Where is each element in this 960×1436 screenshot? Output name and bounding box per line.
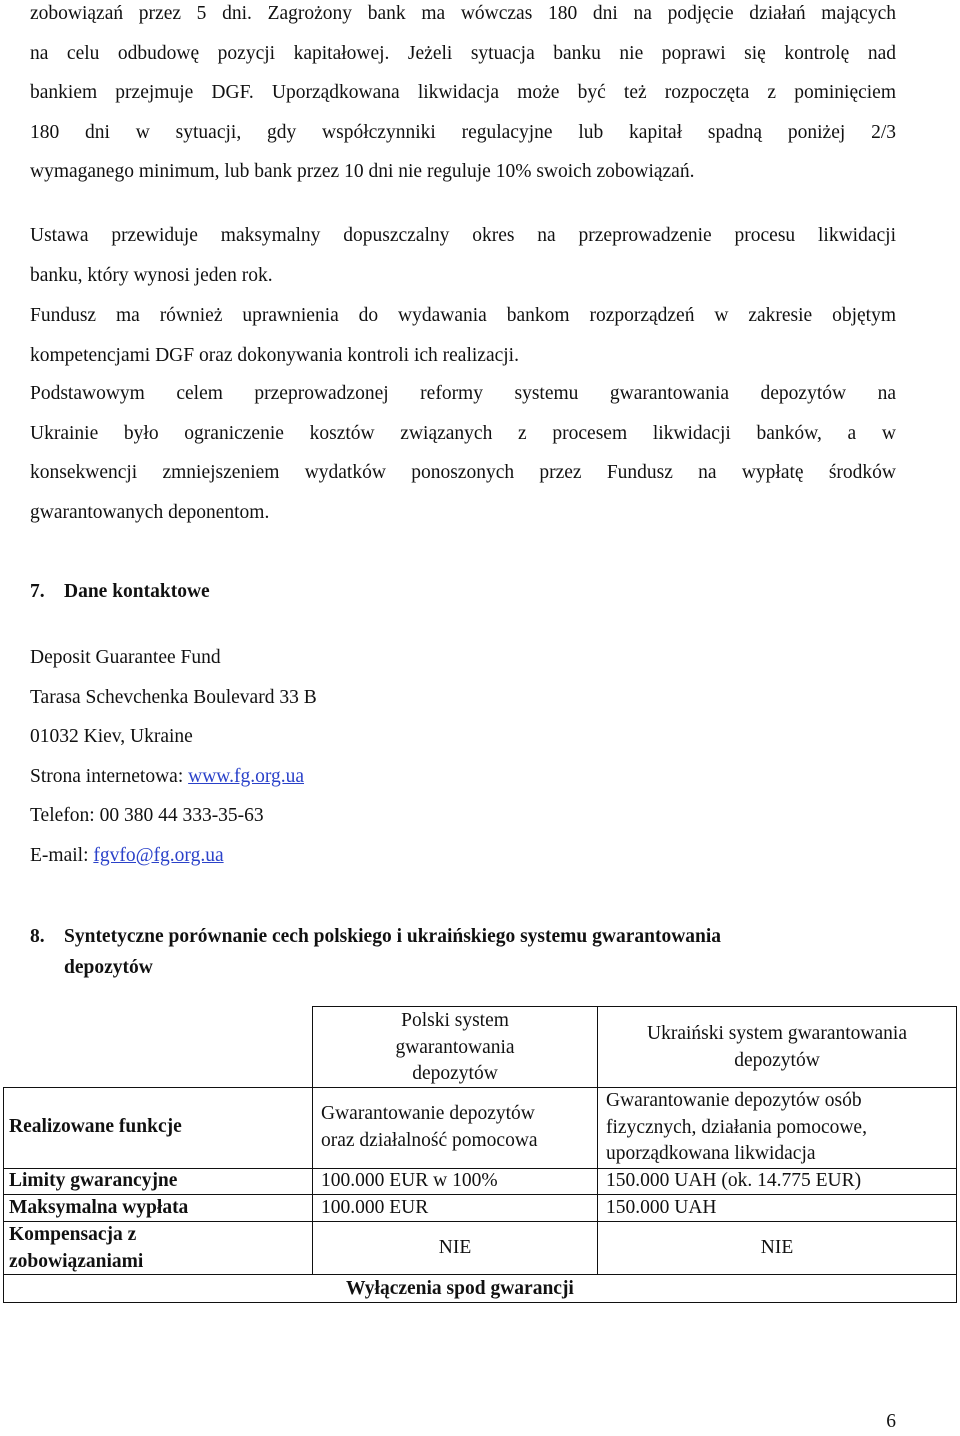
website-link[interactable]: www.fg.org.ua (188, 765, 305, 787)
text-line: gwarantowanych deponentom. (30, 501, 270, 523)
text-line: Ustawa przewiduje maksymalny dopuszczalny okres na przeprowadzenie procesu likwidacji (30, 225, 896, 246)
header-ukrainian-system (598, 1021, 956, 1074)
text-line: zobowiązań przez 5 dni. Zagrożony bank ma wówczas 180 dni na podjęcie działań mających (30, 3, 896, 24)
table-rule (956, 1006, 957, 1303)
contact-address-1: Tarasa Schevchenka Boulevard 33 B (30, 686, 317, 708)
cell-text: oraz działalność pomocowa (321, 1129, 538, 1151)
cell-ua-functions (606, 1088, 867, 1168)
email-link[interactable]: fgvfo@fg.org.ua (93, 844, 224, 866)
cell-pl-limits (321, 1168, 498, 1195)
cell-text: Maksymalna wypłata (9, 1197, 189, 1218)
cell-text: 100.000 EUR w 100% (321, 1170, 498, 1191)
header-text: depozytów (734, 1049, 820, 1071)
text-line: banku, który wynosi jeden rok. (30, 264, 273, 286)
cell-text: NIE (760, 1237, 794, 1258)
text-line: Ukrainie było ograniczenie kosztów związanych z procesem likwidacji banków, a w (30, 422, 896, 444)
page-number: 6 (886, 1411, 896, 1432)
text-line: kompetencjami DGF oraz dokonywania kontroli ich realizacji. (30, 344, 519, 366)
contact-website (30, 757, 317, 797)
text-line: bankiem przejmuje DGF. Uporządkowana likwidacja może być też rozpoczęta z pominięciem (30, 82, 896, 103)
contact-block (30, 638, 317, 875)
cell-text: fizycznych, działania pomocowe, (606, 1116, 867, 1138)
section-title: Dane kontaktowe (64, 581, 210, 602)
contact-org: Deposit Guarantee Fund (30, 647, 221, 668)
paragraph-fund-powers (30, 296, 896, 375)
cell-ua-compensation (598, 1235, 956, 1262)
cell-text: uporządkowana likwidacja (606, 1143, 816, 1164)
cell-text: NIE (438, 1237, 472, 1258)
row-label-compensation (9, 1222, 143, 1275)
cell-pl-compensation (313, 1235, 597, 1262)
header-text: gwarantowania (395, 1036, 515, 1058)
cell-text: 150.000 UAH (606, 1197, 717, 1218)
cell-ua-limits (606, 1168, 861, 1195)
cell-text: Gwarantowanie depozytów (321, 1103, 535, 1124)
contact-address-2: 01032 Kiev, Ukraine (30, 726, 193, 747)
section-number: 8. (30, 926, 45, 947)
text-line: Fundusz ma również uprawnienia do wydawania bankom rozporządzeń w zakresie objętym (30, 305, 896, 326)
comparison-table (3, 1006, 957, 1303)
cell-text: Kompensacja z (9, 1224, 137, 1245)
row-label-functions (9, 1114, 182, 1141)
header-polish-system (313, 1008, 597, 1088)
section-title-line-2: depozytów (64, 957, 153, 978)
text-line: 180 dni w sytuacji, gdy współczynniki regulacyjne lub kapitał spadną poniżej 2/3 (30, 121, 896, 143)
section-number: 7. (30, 581, 45, 602)
website-label: Strona internetowa: (30, 765, 184, 787)
text-line: konsekwencji zmniejszeniem wydatków ponoszonych przez Fundusz na wypłatę środków (30, 462, 896, 483)
table-footer-exclusions: Wyłączenia spod gwarancji (346, 1278, 574, 1299)
table-rule (312, 1006, 957, 1007)
cell-pl-functions (321, 1101, 538, 1154)
header-text: Polski system (401, 1010, 509, 1031)
cell-ua-max-payout (606, 1195, 717, 1222)
text-line: wymaganego minimum, lub bank przez 10 dni nie reguluje 10% swoich zobowiązań. (30, 161, 695, 182)
cell-text: Limity gwarancyjne (9, 1170, 178, 1191)
cell-text: 150.000 UAH (ok. 14.775 EUR) (606, 1170, 862, 1191)
section-7-heading (30, 578, 210, 606)
row-label-limits (9, 1168, 177, 1195)
cell-text: Realizowane funkcje (9, 1116, 182, 1137)
header-text: depozytów (412, 1063, 498, 1084)
text-line: na celu odbudowę pozycji kapitałowej. Jeżeli sytuacja banku nie poprawi się kontrolę nad (30, 42, 896, 64)
row-label-max-payout (9, 1195, 188, 1222)
paragraph-reform-goal (30, 374, 896, 532)
section-title-line-1: Syntetyczne porównanie cech polskiego i ukraińskiego systemu gwarantowania (64, 926, 722, 947)
section-8-heading (30, 921, 721, 983)
header-text: Ukraiński system gwarantowania (647, 1023, 907, 1044)
contact-email (30, 836, 317, 876)
contact-phone: Telefon: 00 380 44 333-35-63 (30, 805, 264, 826)
cell-text: zobowiązaniami (9, 1250, 144, 1272)
table-rule (3, 1087, 4, 1303)
cell-pl-max-payout (321, 1195, 428, 1222)
cell-text: Gwarantowanie depozytów osób (606, 1090, 862, 1111)
text-line: Podstawowym celem przeprowadzonej reformy systemu gwarantowania depozytów na (30, 383, 896, 404)
paragraph-max-period (30, 216, 896, 295)
cell-text: 100.000 EUR (321, 1197, 429, 1218)
table-rule (3, 1274, 957, 1275)
email-label: E-mail: (30, 844, 89, 866)
paragraph-liquidation (30, 0, 896, 192)
